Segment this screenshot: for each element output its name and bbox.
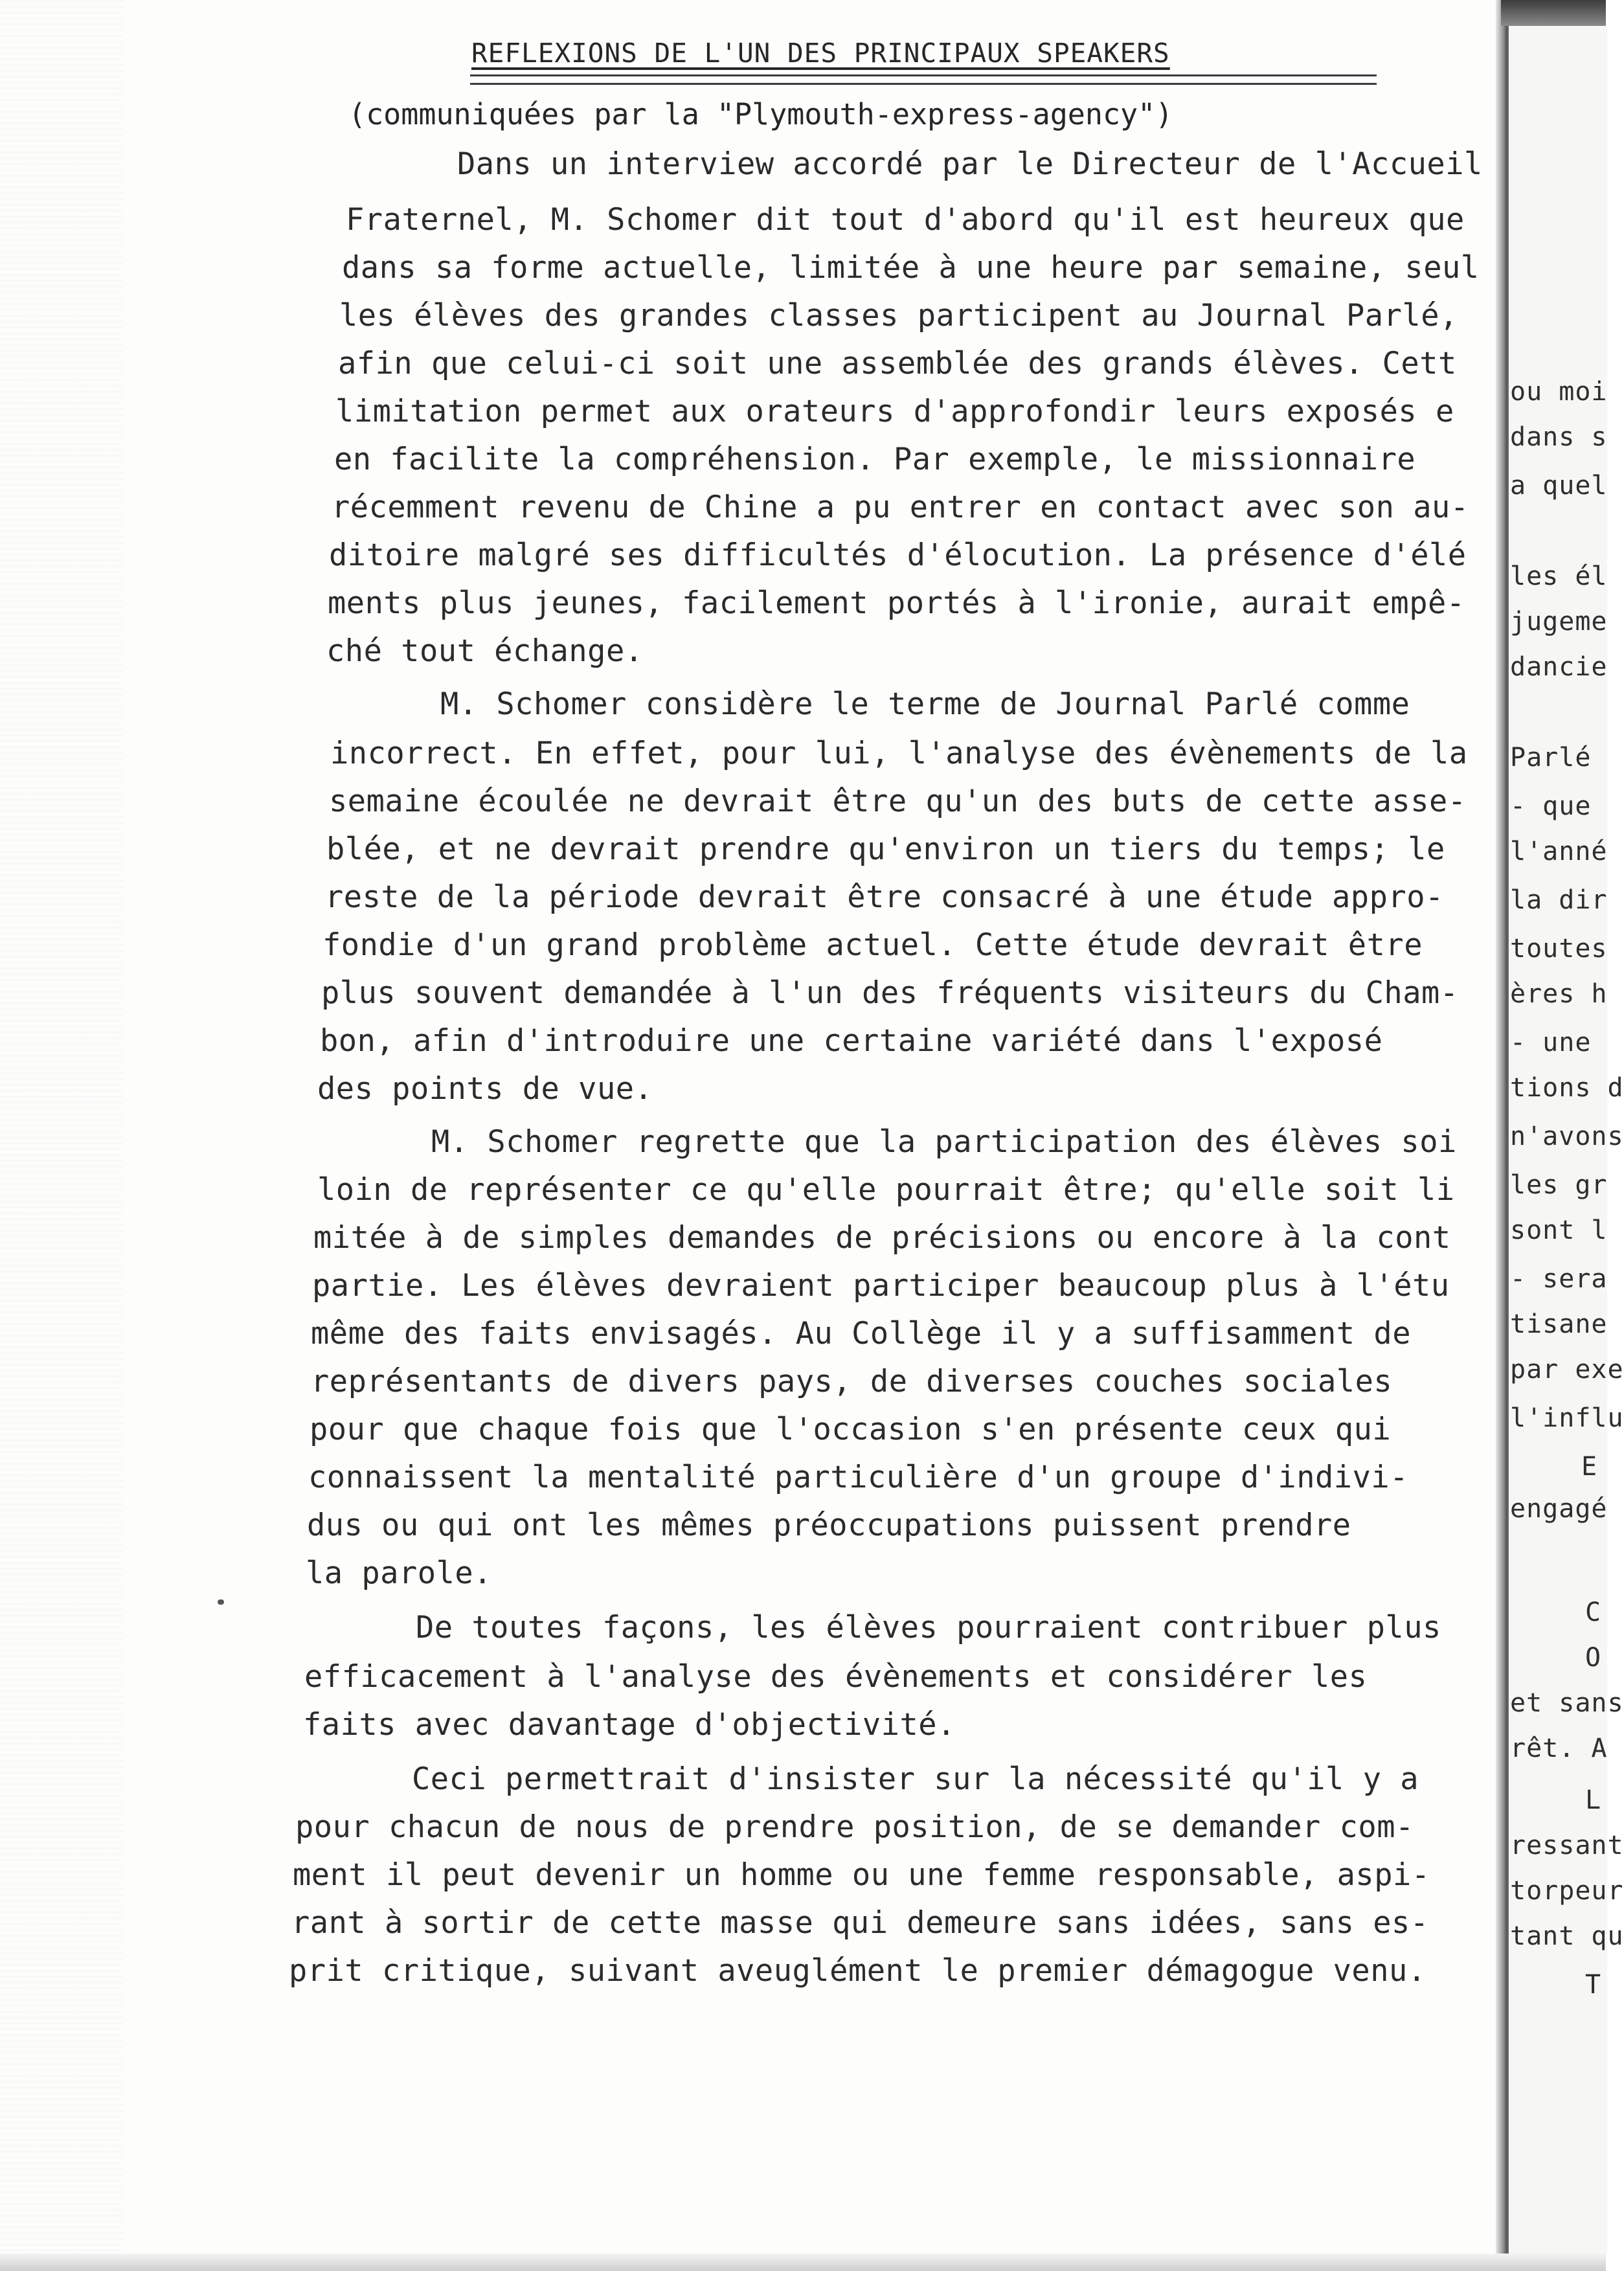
text-line: Ceci permettrait d'insister sur la nécessité qu'il y a [412,1761,1419,1797]
text-line: efficacement à l'analyse des évènements et considérer les [304,1659,1368,1695]
underlying-text-fragment: tisane [1510,1309,1608,1339]
text-line: M. Schomer regrette que la participation des élèves soi [431,1124,1457,1160]
text-line: ment il peut devenir un homme ou une femme responsable, aspi- [293,1857,1430,1893]
text-line: Dans un interview accordé par le Directeur de l'Accueil [457,146,1483,182]
underlying-text-fragment: ou moi [1510,377,1608,407]
text-line: semaine écoulée ne devrait être qu'un des buts de cette asse- [329,784,1467,819]
underlying-text-fragment: torpeur [1510,1876,1624,1906]
underlying-text-fragment: E [1581,1452,1598,1482]
text-line: pour que chaque fois que l'occasion s'en présente ceux qui [310,1412,1392,1447]
underlying-text-fragment: jugeme [1510,607,1608,637]
underlying-text-fragment: - que [1510,791,1592,821]
underlying-text-fragment: L [1585,1785,1602,1815]
underlying-text-fragment: tions d [1510,1073,1624,1103]
text-line: pour chacun de nous de prendre position, de se demander com- [295,1809,1414,1845]
underlying-text-fragment: par exe [1510,1355,1624,1384]
text-line: des points de vue. [317,1071,653,1107]
underlying-text-fragment: toutes [1510,934,1608,964]
text-line: limitation permet aux orateurs d'approfondir leurs exposés e [335,394,1454,429]
underlying-text-fragment: rêt. A [1510,1734,1608,1763]
text-line: dus ou qui ont les mêmes préoccupations puissent prendre [307,1508,1351,1543]
underlying-text-fragment: a quel [1510,471,1608,501]
text-line: rant à sortir de cette masse qui demeure sans idées, sans es- [291,1905,1429,1941]
text-line: ments plus jeunes, facilement portés à l'ironie, aurait empê- [328,585,1465,621]
text-line: ditoire malgré ses difficultés d'élocution. La présence d'élé [329,537,1467,573]
text-line: représentants de divers pays, de diverses couches sociales [311,1364,1393,1399]
text-line: bon, afin d'introduire une certaine variété dans l'exposé [320,1023,1383,1059]
text-line: reste de la période devrait être consacré à une étude appro- [325,879,1444,915]
text-line: faits avec davantage d'objectivité. [303,1707,956,1743]
text-line: prit critique, suivant aveuglément le premier démagogue venu. [289,1953,1427,1989]
underlying-text-fragment: T [1585,1970,1602,2000]
underlying-text-fragment: O [1585,1643,1602,1673]
text-line: loin de représenter ce qu'elle pourrait être; qu'elle soit li [317,1172,1455,1208]
underlying-text-fragment: n'avons [1510,1122,1624,1151]
text-line: dans sa forme actuelle, limitée à une heure par semaine, seul [342,250,1480,286]
text-line: ché tout échange. [326,633,644,669]
text-line: Fraternel, M. Schomer dit tout d'abord qu'il est heureux que [346,202,1465,238]
underlying-text-fragment: C [1585,1598,1602,1627]
text-line: connaissent la mentalité particulière d'un groupe d'indivi- [308,1460,1408,1495]
text-line: les élèves des grandes classes participent au Journal Parlé, [339,298,1458,333]
underlying-page [1507,26,1624,2254]
page-bottom-edge [0,2254,1606,2271]
text-line: De toutes façons, les élèves pourraient contribuer plus [416,1610,1441,1645]
text-line: blée, et ne devrait prendre qu'environ un tiers du temps; le [326,831,1445,867]
underlying-text-fragment: dans s [1510,422,1608,452]
underlying-text-fragment: l'influ [1510,1403,1624,1433]
underlying-text-fragment: ères h [1510,979,1608,1009]
text-line: récemment revenu de Chine a pu entrer en contact avec son au- [332,490,1469,525]
paper-texture [0,0,123,2271]
ink-speck [218,1599,224,1605]
text-line: incorrect. En effet, pour lui, l'analyse des évènements de la [330,736,1468,771]
underlying-text-fragment: les gr [1510,1170,1608,1200]
text-line: la parole. [306,1555,492,1591]
underlying-text-fragment: ressant [1510,1831,1624,1860]
underlying-text-fragment: Parlé [1510,743,1592,773]
underlying-text-fragment: - une [1510,1028,1592,1057]
page-edge-top [1501,0,1606,26]
underlying-text-fragment: les él [1510,561,1608,591]
underlying-text-fragment: la dir [1510,885,1608,915]
underlying-text-fragment: tant qu [1510,1921,1624,1951]
underlying-text-fragment: l'anné [1510,837,1608,866]
text-line: fondie d'un grand problème actuel. Cette étude devrait être [322,927,1423,963]
underlying-text-fragment: engagé [1510,1494,1608,1524]
title-double-rule [470,74,1377,85]
text-line: en facilite la compréhension. Par exemple, le missionnaire [334,442,1416,477]
text-line: afin que celui-ci soit une assemblée des grands élèves. Cett [338,346,1457,381]
underlying-text-fragment: - sera [1510,1264,1608,1294]
document-title: REFLEXIONS DE L'UN DES PRINCIPAUX SPEAKERS [471,38,1170,69]
text-line: même des faits envisagés. Au Collège il y a suffisamment de [311,1316,1411,1351]
page-edge-shadow [1496,0,1507,2271]
text-line: partie. Les élèves devraient participer beaucoup plus à l'étu [312,1268,1450,1304]
text-line: plus souvent demandée à l'un des fréquents visiteurs du Cham- [321,975,1459,1011]
text-line: M. Schomer considère le terme de Journal Parlé comme [440,686,1410,722]
underlying-text-fragment: sont l [1510,1215,1608,1245]
text-line: mitée à de simples demandes de précisions ou encore à la cont [313,1220,1451,1256]
underlying-text-fragment: dancie [1510,652,1608,682]
underlying-text-fragment: et sans [1510,1688,1624,1718]
document-subtitle: (communiquées par la "Plymouth-express-agency") [348,97,1173,131]
